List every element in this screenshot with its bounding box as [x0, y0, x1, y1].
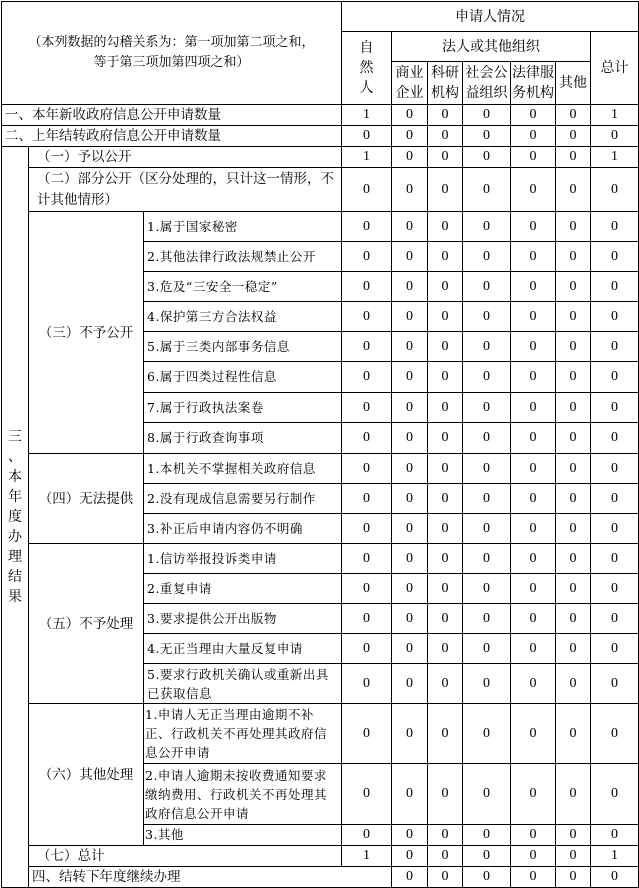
cell: 0: [463, 362, 511, 393]
cell: 0: [463, 704, 511, 764]
cell: 0: [511, 168, 556, 212]
cell: 0: [511, 362, 556, 393]
cell: 0: [511, 302, 556, 332]
public-welfare-header: 社会公 益组织: [463, 62, 511, 105]
row-label: 四、结转下年度继续办理: [29, 867, 392, 888]
cell: 0: [591, 825, 639, 846]
cell: 0: [556, 454, 591, 484]
cell: 0: [428, 105, 463, 126]
cell: 0: [463, 393, 511, 423]
item-label: 6.属于四类过程性信息: [144, 362, 342, 393]
cell: 0: [511, 764, 556, 825]
cell: 0: [463, 825, 511, 846]
row-label: 二、上年结转政府信息公开申请数量: [2, 126, 342, 147]
cell: 0: [342, 126, 392, 147]
cell: 0: [511, 704, 556, 764]
cell: 0: [428, 147, 463, 168]
cell: 0: [392, 764, 428, 825]
cell: 0: [463, 867, 511, 888]
cell: 0: [591, 242, 639, 272]
cell: 0: [342, 168, 392, 212]
item-label: 5.属于三类内部事务信息: [144, 332, 342, 362]
cell: 0: [591, 272, 639, 302]
cell: 0: [591, 764, 639, 825]
cell: 0: [428, 212, 463, 242]
item-label: 1.属于国家秘密: [144, 212, 342, 242]
cell: 0: [428, 764, 463, 825]
cell: 0: [342, 514, 392, 544]
cell: 0: [511, 147, 556, 168]
cell: 1: [342, 147, 392, 168]
group-label-not-processed: （五）不予处理: [29, 544, 144, 704]
cell: 0: [342, 423, 392, 454]
cell: 0: [428, 484, 463, 514]
cell: 0: [511, 544, 556, 574]
note-line-1: （本列数据的勾稽关系为：第一项加第二项之和，: [28, 35, 315, 50]
cell: 0: [511, 634, 556, 664]
cell: 0: [511, 484, 556, 514]
cell: 0: [428, 604, 463, 634]
cell: 0: [511, 664, 556, 704]
cell: 0: [556, 332, 591, 362]
item-label: 2.没有现成信息需要另行制作: [144, 484, 342, 514]
cell: 0: [511, 212, 556, 242]
cell: 0: [463, 126, 511, 147]
cell: 0: [428, 514, 463, 544]
cell: 0: [342, 484, 392, 514]
cell: 0: [342, 764, 392, 825]
item-label: 4.无正当理由大量反复申请: [144, 634, 342, 664]
cell: 0: [392, 514, 428, 544]
table-row: [2, 704, 639, 764]
cell: 0: [342, 825, 392, 846]
cell: 0: [392, 423, 428, 454]
cell: 0: [463, 544, 511, 574]
cell: 0: [556, 242, 591, 272]
cell: 0: [428, 825, 463, 846]
cell: 0: [556, 634, 591, 664]
row-label: （二）部分公开（区分处理的，只计这一情形，不计其他情形）: [29, 168, 342, 212]
cell: 0: [342, 302, 392, 332]
cell: 0: [342, 604, 392, 634]
cell: 0: [463, 574, 511, 604]
applicant-situation-header: 申请人情况: [342, 2, 639, 32]
cell: 0: [428, 272, 463, 302]
cell: 0: [428, 574, 463, 604]
cell: 0: [463, 168, 511, 212]
cell: 0: [463, 242, 511, 272]
cell: 0: [428, 704, 463, 764]
cell: 0: [591, 604, 639, 634]
cell: 0: [342, 664, 392, 704]
cell: 0: [428, 634, 463, 664]
cell: 0: [556, 168, 591, 212]
cell: 0: [511, 454, 556, 484]
total-header: 总计: [591, 32, 639, 105]
cell: 0: [463, 484, 511, 514]
cell: 0: [463, 147, 511, 168]
cell: 0: [556, 105, 591, 126]
cell: 0: [392, 212, 428, 242]
legal-service-header: 法律服 务机构: [511, 62, 556, 105]
cell: 0: [511, 867, 556, 888]
cell: 0: [428, 126, 463, 147]
cell: 0: [342, 242, 392, 272]
cell: 0: [342, 544, 392, 574]
cell: 1: [591, 846, 639, 867]
cell: 0: [556, 147, 591, 168]
item-label: 1.申请人无正当理由逾期不补正、行政机关不再处理其政府信息公开申请: [144, 704, 342, 764]
cell: 0: [342, 272, 392, 302]
cell: 0: [591, 126, 639, 147]
cell: 0: [463, 332, 511, 362]
item-label: 7.属于行政执法案卷: [144, 393, 342, 423]
cell: 0: [428, 332, 463, 362]
cell: 0: [591, 544, 639, 574]
cell: 0: [556, 825, 591, 846]
cell: 0: [511, 105, 556, 126]
legal-person-group-header: 法人或其他组织: [392, 32, 591, 62]
cell: 0: [392, 825, 428, 846]
cell: 0: [463, 634, 511, 664]
cell: 0: [591, 484, 639, 514]
cell: 0: [556, 764, 591, 825]
cell: 0: [428, 168, 463, 212]
cell: 0: [428, 454, 463, 484]
cell: 0: [511, 846, 556, 867]
cell: 0: [392, 302, 428, 332]
cell: 0: [428, 242, 463, 272]
cell: 0: [463, 514, 511, 544]
cell: 0: [591, 634, 639, 664]
cell: 0: [591, 704, 639, 764]
item-label: 3.要求提供公开出版物: [144, 604, 342, 634]
cell: 0: [511, 423, 556, 454]
table-row: [2, 105, 639, 126]
other-header: 其他: [556, 62, 591, 105]
cell: 0: [463, 105, 511, 126]
table-row: [2, 544, 639, 574]
cell: 0: [392, 544, 428, 574]
cell: 0: [556, 126, 591, 147]
cell: 0: [556, 604, 591, 634]
cell: 0: [392, 393, 428, 423]
row-label: （七）总计: [29, 846, 342, 867]
cell: 0: [392, 574, 428, 604]
item-label: 1.本机关不掌握相关政府信息: [144, 454, 342, 484]
cell: 0: [392, 634, 428, 664]
cell: 0: [556, 846, 591, 867]
item-label: 3.补正后申请内容仍不明确: [144, 514, 342, 544]
column-relationship-note: [2, 2, 342, 105]
table-row: [2, 454, 639, 484]
cell: 0: [556, 423, 591, 454]
cell: 0: [511, 825, 556, 846]
item-label: 3.其他: [144, 825, 342, 846]
cell: 0: [392, 332, 428, 362]
cell: 0: [392, 105, 428, 126]
item-label: 4.保护第三方合法权益: [144, 302, 342, 332]
cell: 0: [591, 867, 639, 888]
cell: 0: [591, 454, 639, 484]
row-label: 一、本年新收政府信息公开申请数量: [2, 105, 342, 126]
table-row: [2, 168, 639, 212]
cell: 0: [556, 362, 591, 393]
cell: 0: [392, 454, 428, 484]
cell: 0: [428, 423, 463, 454]
cell: 0: [342, 454, 392, 484]
cell: 0: [392, 362, 428, 393]
cell: 0: [591, 664, 639, 704]
cell: 0: [463, 212, 511, 242]
cell: 0: [342, 634, 392, 664]
section-3-label: 三 、 本 年 度 办 理 结 果: [2, 147, 29, 888]
cell: 0: [591, 212, 639, 242]
item-label: 1.信访举报投诉类申请: [144, 544, 342, 574]
cell: 0: [591, 168, 639, 212]
cell: 0: [392, 272, 428, 302]
cell: 0: [463, 664, 511, 704]
group-label-other-processing: （六）其他处理: [29, 704, 144, 846]
business-header: 商业 企业: [392, 62, 428, 105]
cell: 0: [428, 867, 463, 888]
cell: 1: [591, 105, 639, 126]
natural-person-header: 自 然 人: [342, 32, 392, 105]
cell: 0: [556, 514, 591, 544]
cell: 0: [428, 846, 463, 867]
cell: 0: [591, 332, 639, 362]
cell: 0: [556, 272, 591, 302]
cell: 0: [591, 362, 639, 393]
cell: 0: [511, 393, 556, 423]
row-label: （一）予以公开: [29, 147, 342, 168]
cell: 0: [392, 147, 428, 168]
cell: 0: [342, 704, 392, 764]
cell: 0: [463, 423, 511, 454]
cell: 0: [511, 272, 556, 302]
cell: 1: [591, 147, 639, 168]
cell: 0: [342, 212, 392, 242]
cell: 0: [392, 126, 428, 147]
cell: 0: [556, 664, 591, 704]
cell: 0: [392, 704, 428, 764]
item-label: 5.要求行政机关确认或重新出具已获取信息: [144, 664, 342, 704]
table-row: [2, 212, 639, 242]
cell: 0: [591, 574, 639, 604]
cell: 0: [463, 764, 511, 825]
cell: 0: [463, 454, 511, 484]
cell: 0: [591, 302, 639, 332]
cell: 0: [556, 302, 591, 332]
item-label: 8.属于行政查询事项: [144, 423, 342, 454]
cell: 0: [556, 574, 591, 604]
cell: 0: [591, 423, 639, 454]
cell: 0: [342, 362, 392, 393]
cell: 0: [392, 846, 428, 867]
cell: 0: [463, 302, 511, 332]
group-label-unable: （四）无法提供: [29, 454, 144, 544]
table-row: [2, 846, 639, 867]
cell: 1: [342, 846, 392, 867]
table-row: [2, 126, 639, 147]
cell: 0: [556, 393, 591, 423]
cell: 1: [342, 105, 392, 126]
gov-info-disclosure-table: [1, 1, 639, 888]
cell: 0: [392, 867, 428, 888]
cell: 0: [392, 242, 428, 272]
item-label: 2.重复申请: [144, 574, 342, 604]
cell: 0: [428, 544, 463, 574]
cell: 0: [511, 514, 556, 544]
cell: 0: [392, 664, 428, 704]
cell: 0: [511, 332, 556, 362]
cell: 0: [556, 867, 591, 888]
cell: 0: [392, 168, 428, 212]
cell: 0: [591, 514, 639, 544]
cell: 0: [511, 242, 556, 272]
cell: 0: [392, 604, 428, 634]
table-row: [2, 867, 639, 888]
cell: 0: [342, 393, 392, 423]
cell: 0: [556, 544, 591, 574]
cell: 0: [556, 704, 591, 764]
item-label: 3.危及“三安全一稳定”: [144, 272, 342, 302]
cell: 0: [342, 574, 392, 604]
cell: 0: [428, 664, 463, 704]
table-row: [2, 147, 639, 168]
cell: 0: [511, 126, 556, 147]
cell: 0: [591, 393, 639, 423]
cell: 0: [428, 393, 463, 423]
cell: 0: [463, 604, 511, 634]
cell: 0: [511, 574, 556, 604]
item-label: 2.其他法律行政法规禁止公开: [144, 242, 342, 272]
group-label-not-disclose: （三）不予公开: [29, 212, 144, 454]
cell: 0: [556, 484, 591, 514]
cell: 0: [392, 484, 428, 514]
note-line-2: 等于第三项加第四项之和）: [93, 55, 250, 70]
research-header: 科研 机构: [428, 62, 463, 105]
item-label: 2.申请人逾期未按收费通知要求缴纳费用、行政机关不再处理其政府信息公开申请: [144, 764, 342, 825]
cell: 0: [428, 362, 463, 393]
cell: 0: [463, 272, 511, 302]
cell: 0: [428, 302, 463, 332]
cell: 0: [342, 332, 392, 362]
cell: 0: [511, 604, 556, 634]
cell: 0: [556, 212, 591, 242]
cell: 0: [463, 846, 511, 867]
